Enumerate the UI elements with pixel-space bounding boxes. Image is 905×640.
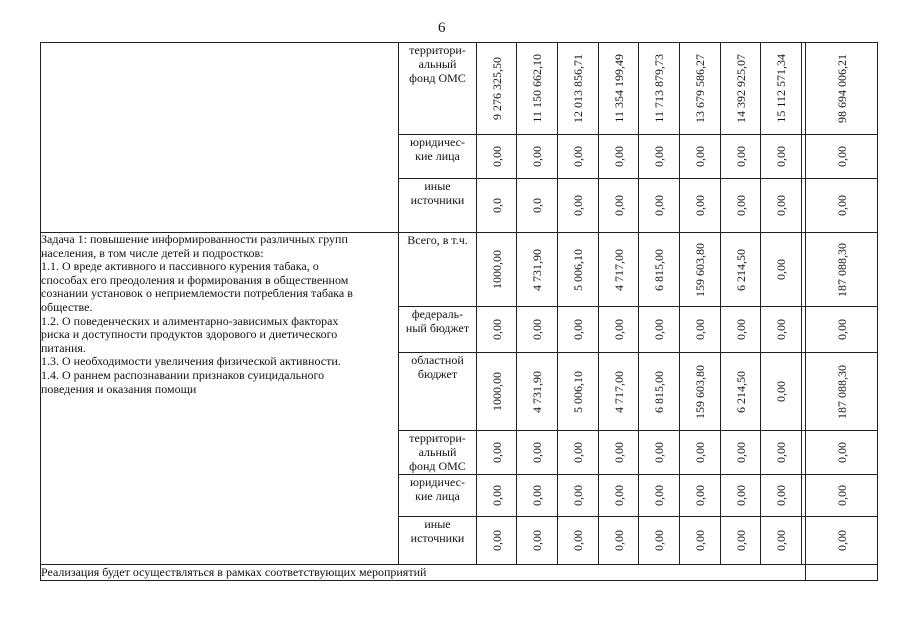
- value-text: 0,00: [834, 319, 849, 340]
- value-cell: [806, 475, 878, 517]
- description-line: риска и доступности продуктов здорового и диетического: [41, 327, 338, 342]
- value-cell: [680, 475, 721, 517]
- value-text: 0,00: [571, 146, 585, 167]
- source-label: иные источники: [399, 517, 477, 565]
- value-cell: [806, 353, 878, 431]
- value-cell: [599, 179, 639, 233]
- page-number: 6: [438, 20, 446, 36]
- description-line: Задача 1: повышение информированности различных групп: [41, 232, 348, 246]
- value-cell: [721, 353, 761, 431]
- value-text: 0,00: [530, 319, 544, 340]
- value-cell: [639, 233, 680, 307]
- value-text: 6 815,00: [652, 370, 666, 413]
- description-line: 1.2. О поведенческих и алиментарно-зависимых факторах: [41, 313, 339, 328]
- value-text: 0,00: [774, 195, 788, 216]
- value-text: 0,00: [652, 485, 666, 506]
- value-text: 9 276 325,50: [489, 57, 504, 120]
- value-text: 1000,00: [489, 250, 504, 289]
- value-text: 11 354 199,49: [611, 54, 626, 123]
- value-text: 187 088,30: [834, 242, 849, 297]
- value-text: 0,00: [774, 146, 788, 167]
- value-text: 0,00: [611, 319, 626, 340]
- value-text: 13 679 586,27: [693, 54, 707, 123]
- value-cell: [558, 179, 599, 233]
- value-cell: [517, 233, 558, 307]
- value-cell: [477, 135, 517, 179]
- value-cell: [599, 431, 639, 475]
- value-text: 11 713 879,73: [652, 54, 666, 123]
- value-cell: [599, 307, 639, 353]
- value-text: 0,00: [834, 442, 849, 463]
- value-cell: [680, 307, 721, 353]
- value-text: 1000,00: [489, 372, 504, 411]
- value-cell: [680, 179, 721, 233]
- value-text: 6 214,50: [733, 248, 748, 291]
- value-cell: [558, 353, 599, 431]
- value-text: 0,00: [571, 485, 585, 506]
- value-text: 0,00: [611, 485, 626, 506]
- value-cell: [558, 517, 599, 565]
- value-cell: [761, 475, 802, 517]
- value-cell: [599, 233, 639, 307]
- value-text: 0,00: [774, 319, 788, 340]
- value-text: 0,00: [774, 485, 788, 506]
- value-cell: [599, 135, 639, 179]
- value-text: 0,0: [489, 198, 504, 213]
- value-cell: [477, 307, 517, 353]
- description-line: способах его преодоления и формирования в общественном: [41, 272, 349, 287]
- footer-empty-cell: [806, 565, 878, 581]
- value-text: 98 694 006,21: [834, 54, 849, 123]
- value-cell: [558, 431, 599, 475]
- source-label: юридичес- кие лица: [399, 135, 477, 179]
- value-text: 0,00: [652, 442, 666, 463]
- value-cell: [806, 135, 878, 179]
- value-text: 0,00: [489, 442, 504, 463]
- source-label: территори- альный фонд ОМС: [399, 43, 477, 135]
- description-line: 1.1. О вреде активного и пассивного курения табака, о: [41, 259, 319, 274]
- value-cell: [517, 353, 558, 431]
- value-text: 6 815,00: [652, 248, 666, 291]
- footer-note: Реализация будет осуществляться в рамках соответствующих мероприятий: [41, 565, 806, 581]
- value-text: 0,00: [530, 485, 544, 506]
- value-cell: [558, 307, 599, 353]
- value-text: 159 603,80: [693, 242, 707, 297]
- value-text: 0,00: [733, 485, 748, 506]
- description-line: 1.3. О необходимости увеличения физической активности.: [41, 354, 341, 369]
- value-cell: [806, 233, 878, 307]
- value-text: 0,00: [733, 319, 748, 340]
- value-cell: [599, 43, 639, 135]
- value-cell: [558, 43, 599, 135]
- value-text: 0,00: [530, 442, 544, 463]
- value-text: 0,00: [774, 530, 788, 551]
- value-text: 0,00: [834, 530, 849, 551]
- source-label: территори- альный фонд ОМС: [399, 431, 477, 475]
- description-line: поведения и оказания помощи: [41, 381, 197, 396]
- value-text: 0,00: [652, 319, 666, 340]
- value-cell: [517, 475, 558, 517]
- table-row: [41, 233, 878, 307]
- value-cell: [761, 233, 802, 307]
- value-cell: [558, 233, 599, 307]
- value-cell: [721, 233, 761, 307]
- value-cell: [639, 179, 680, 233]
- description-line: обществе.: [41, 299, 93, 314]
- value-cell: [558, 475, 599, 517]
- value-text: 0,00: [530, 146, 544, 167]
- value-cell: [517, 43, 558, 135]
- value-cell: [599, 475, 639, 517]
- source-label: федераль- ный бюджет: [399, 307, 477, 353]
- value-text: 4 731,90: [530, 370, 544, 413]
- value-cell: [806, 431, 878, 475]
- value-text: 4 717,00: [611, 370, 626, 413]
- value-text: 12 013 856,71: [571, 54, 585, 123]
- source-label: Всего, в т.ч.: [399, 233, 477, 307]
- value-cell: [680, 135, 721, 179]
- value-text: 0,00: [693, 195, 707, 216]
- value-text: 0,00: [611, 195, 626, 216]
- value-text: 0,00: [733, 146, 748, 167]
- value-cell: [477, 43, 517, 135]
- value-cell: [599, 517, 639, 565]
- value-text: 0,00: [489, 319, 504, 340]
- value-cell: [761, 43, 802, 135]
- value-cell: [680, 431, 721, 475]
- value-cell: [721, 307, 761, 353]
- description-line: сознании установок о неприемлемости потребления табака в: [41, 286, 353, 301]
- value-cell: [721, 135, 761, 179]
- value-cell: [477, 475, 517, 517]
- value-cell: [680, 233, 721, 307]
- value-text: 187 088,30: [834, 364, 849, 419]
- description-line: питания.: [41, 340, 86, 355]
- value-text: 0,00: [489, 530, 504, 551]
- value-cell: [639, 517, 680, 565]
- value-text: 11 150 662,10: [530, 54, 544, 123]
- value-text: 0,00: [530, 530, 544, 551]
- value-text: 0,00: [774, 381, 788, 402]
- value-text: 0,00: [489, 146, 504, 167]
- value-cell: [639, 353, 680, 431]
- value-cell: [761, 179, 802, 233]
- description-line: населения, в том числе детей и подростков:: [41, 245, 264, 260]
- value-text: 4 717,00: [611, 248, 626, 291]
- value-text: 6 214,50: [733, 370, 748, 413]
- value-cell: [721, 431, 761, 475]
- value-text: 0,00: [733, 442, 748, 463]
- value-cell: [806, 307, 878, 353]
- value-cell: [806, 517, 878, 565]
- value-text: 0,00: [693, 530, 707, 551]
- task-description: [41, 233, 399, 565]
- value-cell: [639, 431, 680, 475]
- value-cell: [599, 353, 639, 431]
- footer-row: [41, 565, 878, 581]
- value-text: 0,00: [571, 319, 585, 340]
- source-label: иные источники: [399, 179, 477, 233]
- value-cell: [639, 135, 680, 179]
- value-text: 159 603,80: [693, 364, 707, 419]
- value-cell: [721, 179, 761, 233]
- value-text: 0,00: [571, 442, 585, 463]
- value-cell: [477, 431, 517, 475]
- value-cell: [806, 179, 878, 233]
- table-row: [41, 43, 878, 135]
- value-cell: [477, 179, 517, 233]
- value-cell: [517, 431, 558, 475]
- value-text: 5 006,10: [571, 370, 585, 413]
- value-cell: [639, 43, 680, 135]
- value-cell: [477, 353, 517, 431]
- value-text: 15 112 571,34: [774, 54, 788, 123]
- value-text: 14 392 925,07: [733, 54, 748, 123]
- value-cell: [680, 353, 721, 431]
- source-label: областной бюджет: [399, 353, 477, 431]
- value-text: 0,00: [489, 485, 504, 506]
- value-cell: [680, 517, 721, 565]
- table-body: [41, 43, 878, 581]
- value-text: 0,00: [652, 146, 666, 167]
- value-text: 0,00: [774, 259, 788, 280]
- value-text: 0,00: [571, 530, 585, 551]
- value-text: 0,00: [834, 485, 849, 506]
- value-text: 0,00: [733, 530, 748, 551]
- source-label: юридичес- кие лица: [399, 475, 477, 517]
- value-cell: [721, 517, 761, 565]
- value-cell: [517, 517, 558, 565]
- value-cell: [517, 307, 558, 353]
- value-text: 0,00: [693, 485, 707, 506]
- value-text: 5 006,10: [571, 248, 585, 291]
- funding-table: [40, 42, 878, 581]
- value-text: 0,00: [693, 146, 707, 167]
- value-cell: [517, 179, 558, 233]
- description-line: 1.4. О раннем распознавании признаков суицидального: [41, 367, 325, 382]
- value-cell: [806, 43, 878, 135]
- value-cell: [721, 43, 761, 135]
- value-text: 0,00: [834, 146, 849, 167]
- value-text: 0,00: [611, 442, 626, 463]
- value-cell: [639, 307, 680, 353]
- value-cell: [761, 135, 802, 179]
- value-cell: [761, 307, 802, 353]
- value-text: 0,00: [611, 146, 626, 167]
- value-text: 0,00: [693, 442, 707, 463]
- value-cell: [477, 233, 517, 307]
- value-text: 0,00: [571, 195, 585, 216]
- value-text: 0,00: [652, 530, 666, 551]
- value-cell: [761, 431, 802, 475]
- value-cell: [680, 43, 721, 135]
- value-text: 0,00: [774, 442, 788, 463]
- value-text: 0,00: [611, 530, 626, 551]
- value-cell: [517, 135, 558, 179]
- value-text: 4 731,90: [530, 248, 544, 291]
- value-cell: [558, 135, 599, 179]
- value-text: 0,00: [693, 319, 707, 340]
- value-cell: [721, 475, 761, 517]
- value-text: 0,00: [733, 195, 748, 216]
- value-cell: [477, 517, 517, 565]
- value-text: 0,00: [834, 195, 849, 216]
- value-cell: [761, 353, 802, 431]
- value-text: 0,00: [652, 195, 666, 216]
- value-cell: [639, 475, 680, 517]
- value-text: 0,0: [530, 198, 544, 213]
- empty-description-cell: [41, 43, 399, 233]
- value-cell: [761, 517, 802, 565]
